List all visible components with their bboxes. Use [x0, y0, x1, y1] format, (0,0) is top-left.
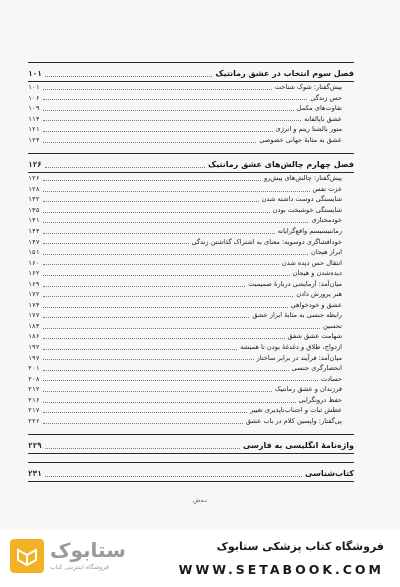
dot-leader — [43, 402, 296, 403]
toc-entry[interactable] — [28, 321, 354, 332]
toc-entry-page-number: ۱۰۶ — [28, 93, 40, 102]
dot-leader — [43, 328, 320, 329]
toc-entry-label: شایستگی دوست داشته شدن — [261, 195, 342, 204]
toc-entry-label: ازدواج، طلاق و دغدغهٔ بودن تا همیشه — [240, 343, 342, 352]
dot-leader — [45, 448, 240, 449]
toc-entry[interactable] — [28, 258, 354, 269]
toc-entry-page-number: ۲۰۸ — [28, 374, 40, 383]
chapter-heading-page-number: ۱۲۶ — [28, 160, 42, 170]
dot-leader — [43, 307, 288, 308]
toc-entry-label: شایستگی خوشبخت بودن — [272, 205, 342, 214]
toc-entry-page-number: ۲۰۱ — [28, 364, 40, 373]
dot-leader — [43, 338, 285, 339]
logo-subtitle: فروشگاه اینترنتی کتاب — [50, 564, 109, 571]
toc-entry-page-number: ۱۵۱ — [28, 248, 40, 257]
toc-entry-page-number: ۱۴۷ — [28, 237, 40, 246]
bibliography-heading-page-number: ۲۳۱ — [28, 469, 42, 479]
divider-rule — [28, 481, 354, 482]
toc-entry[interactable] — [28, 135, 354, 146]
toc-entry-label: انحصارگری جنسی — [291, 364, 342, 373]
dot-leader — [43, 349, 238, 350]
dot-leader — [43, 380, 318, 381]
toc-entry-label: حسادت — [320, 374, 342, 383]
toc-entry-label: رابطه جنسی به مثابهٔ ابراز عشق — [252, 311, 342, 320]
dot-leader — [43, 391, 272, 392]
toc-entry-label: دیده‌شدن و هیجان — [292, 269, 342, 278]
dot-leader — [43, 131, 273, 132]
toc-entry-page-number: ۱۹۲ — [28, 343, 40, 352]
toc-entry[interactable] — [28, 247, 354, 258]
toc-entry-label: حفظ درونگرایی — [298, 395, 342, 404]
toc-entry[interactable] — [28, 310, 354, 321]
toc-entry-page-number: ۱۱۴ — [28, 114, 40, 123]
toc-entry-page-number: ۲۱۶ — [28, 395, 40, 404]
toc-entry[interactable] — [28, 384, 354, 395]
toc-entry-page-number: ۲۱۲ — [28, 385, 40, 394]
dot-leader — [43, 180, 261, 181]
dot-leader — [45, 167, 205, 168]
toc-entry-page-number: ۲۲۶ — [28, 416, 40, 425]
toc-entry-page-number: ۱۴۱ — [28, 216, 40, 225]
toc-entry[interactable] — [28, 205, 354, 216]
toc-entry-label: رمانتیسیسم واقع‌گرایانه — [277, 227, 342, 236]
chapter-heading-label: فصل سوم انتخاب در عشق رمانتیک — [215, 69, 354, 78]
dot-leader — [43, 264, 279, 265]
toc-entry-page-number: ۱۷۲ — [28, 290, 40, 299]
dot-leader — [43, 201, 259, 202]
toc-entry[interactable] — [28, 103, 354, 114]
dot-leader — [43, 254, 308, 255]
table-of-contents — [28, 62, 354, 482]
toc-entry[interactable] — [28, 93, 354, 104]
toc-entry-page-number: ۱۸۶ — [28, 332, 40, 341]
toc-entry[interactable] — [28, 395, 354, 406]
toc-entry-page-number: ۱۰۹ — [28, 104, 40, 113]
toc-entry-label: پیش‌گفتار: شوک شناخت — [274, 83, 342, 91]
toc-entry-page-number: ۱۰۱ — [28, 83, 40, 91]
toc-entry-page-number: ۱۶۰ — [28, 258, 40, 267]
dot-leader — [43, 233, 275, 234]
toc-entry-page-number: ۱۲۱ — [28, 125, 40, 134]
toc-entry[interactable] — [28, 300, 354, 311]
toc-entry-page-number: ۱۸۳ — [28, 321, 40, 330]
toc-entry[interactable] — [28, 416, 354, 427]
dot-leader — [43, 243, 189, 244]
toc-entry[interactable] — [28, 342, 354, 353]
toc-entry[interactable] — [28, 226, 354, 237]
store-title: فروشگاه کتاب پزشکی ستابوک — [216, 540, 384, 553]
chapter-heading-label: فصل چهارم چالش‌های عشق رمانتیک — [208, 160, 354, 170]
dot-leader — [43, 110, 294, 111]
dot-leader — [45, 76, 213, 77]
toc-entry[interactable] — [28, 82, 354, 93]
toc-entry-page-number: ۲۱۷ — [28, 406, 40, 415]
toc-entry[interactable] — [28, 268, 354, 279]
toc-entry[interactable] — [28, 114, 354, 125]
appendix-heading-label: واژه‌نامهٔ انگلیسی به فارسی — [242, 441, 354, 451]
appendix-heading[interactable] — [28, 439, 354, 453]
dot-leader — [43, 296, 294, 297]
spacer — [28, 145, 354, 153]
dot-leader — [43, 317, 250, 318]
dot-leader — [43, 191, 310, 192]
toc-entry[interactable] — [28, 289, 354, 300]
toc-entry-label: پی‌گفتار: واپسین کلام در باب عشق — [245, 416, 342, 425]
page-folio: نـه‌ش — [193, 497, 207, 504]
toc-entry-label: میان‌آمد: آزمایشی دربارهٔ صمیمیت — [248, 279, 342, 288]
logo-wordmark: ستابوک — [50, 538, 126, 562]
toc-entry-label: عشق ناپالفاته — [304, 114, 342, 123]
toc-entry-label: میان‌آمد: فرآیند در برابر ساختار — [256, 353, 342, 362]
toc-entry-label: ابراز هیجان — [311, 248, 342, 257]
dot-leader — [43, 275, 290, 276]
toc-entry-page-number: ۱۳۵ — [28, 205, 40, 214]
chapter-heading-page-number: ۱۰۱ — [28, 69, 42, 78]
toc-entry-label: فرزندان و عشق رمانتیک — [274, 385, 342, 394]
spacer — [28, 454, 354, 462]
toc-entry-label: خودمختاری — [311, 216, 342, 225]
toc-entry-page-number: ۱۶۲ — [28, 269, 40, 278]
dot-leader — [43, 412, 248, 413]
toc-entry-label: حس زندگی — [310, 93, 342, 102]
dot-leader — [45, 476, 302, 477]
toc-entry[interactable] — [28, 173, 354, 184]
toc-entry[interactable] — [28, 279, 354, 290]
store-url-link[interactable]: WWW.SETABOOK.COM — [178, 562, 384, 577]
toc-entry-label: عشق به مثابهٔ جهانی خصوصی — [259, 135, 342, 144]
toc-entry[interactable] — [28, 184, 354, 195]
toc-entry[interactable] — [28, 237, 354, 248]
toc-entry-label: انتقال حس دیده شدن — [281, 258, 342, 267]
dot-leader — [43, 222, 309, 223]
book-logo-icon — [10, 539, 44, 573]
dot-leader — [43, 423, 243, 424]
toc-entry-page-number: ۱۹۷ — [28, 353, 40, 362]
toc-entry-label: پیش‌گفتار: چالش‌های پیش‌رو — [263, 174, 342, 183]
toc-entry[interactable] — [28, 124, 354, 135]
toc-entry[interactable] — [28, 215, 354, 226]
bibliography-heading-label: کتاب‌شناسی — [304, 469, 354, 479]
toc-entry[interactable] — [28, 374, 354, 385]
toc-entry-label: متور بالشتا ریتم و انرژی — [275, 125, 342, 134]
toc-entry-label: شهامت عشق شفق — [287, 332, 342, 341]
chapter-heading[interactable] — [28, 67, 354, 81]
toc-entry-label: عشق و خودخواهی — [290, 300, 342, 309]
toc-entry-label: تحسین — [323, 321, 342, 330]
toc-entry-label: خودافشاگری دوسویه: معنای به اشتراک گذاشتن زندگی — [191, 237, 342, 246]
dot-leader — [43, 286, 246, 287]
toc-entry[interactable] — [28, 405, 354, 416]
toc-entry-page-number: ۱۴۴ — [28, 227, 40, 236]
dot-leader — [43, 359, 254, 360]
dot-leader — [43, 99, 308, 100]
toc-entry-page-number: ۱۷۷ — [28, 311, 40, 320]
toc-entry-page-number: ۱۲۸ — [28, 184, 40, 193]
chapter-heading[interactable] — [28, 158, 354, 172]
toc-entry-page-number: ۱۲۶ — [28, 174, 40, 183]
toc-entry-label: تفاوت‌های مکمل — [296, 104, 342, 113]
dot-leader — [43, 142, 257, 143]
appendix-heading-page-number: ۲۲۹ — [28, 441, 42, 451]
toc-entry-label: عطش ثبات و اجتناب‌ناپذیری تغییر — [250, 406, 342, 415]
toc-entry-page-number: ۱۷۴ — [28, 300, 40, 309]
dot-leader — [43, 212, 270, 213]
toc-entry[interactable] — [28, 331, 354, 342]
dot-leader — [43, 89, 272, 90]
toc-entry-label: هنر پرورش دادن — [296, 290, 342, 299]
store-footer — [0, 530, 400, 587]
toc-entry[interactable] — [28, 363, 354, 374]
toc-entry-page-number: ۱۲۴ — [28, 135, 40, 144]
toc-entry-page-number: ۱۳۲ — [28, 195, 40, 204]
dot-leader — [43, 120, 302, 121]
toc-entry-label: عزت نفس — [312, 184, 342, 193]
bibliography-heading[interactable] — [28, 467, 354, 481]
dot-leader — [43, 370, 289, 371]
spacer — [28, 426, 354, 434]
toc-entry-page-number: ۱۶۹ — [28, 279, 40, 288]
toc-entry[interactable] — [28, 353, 354, 364]
toc-entry[interactable] — [28, 194, 354, 205]
